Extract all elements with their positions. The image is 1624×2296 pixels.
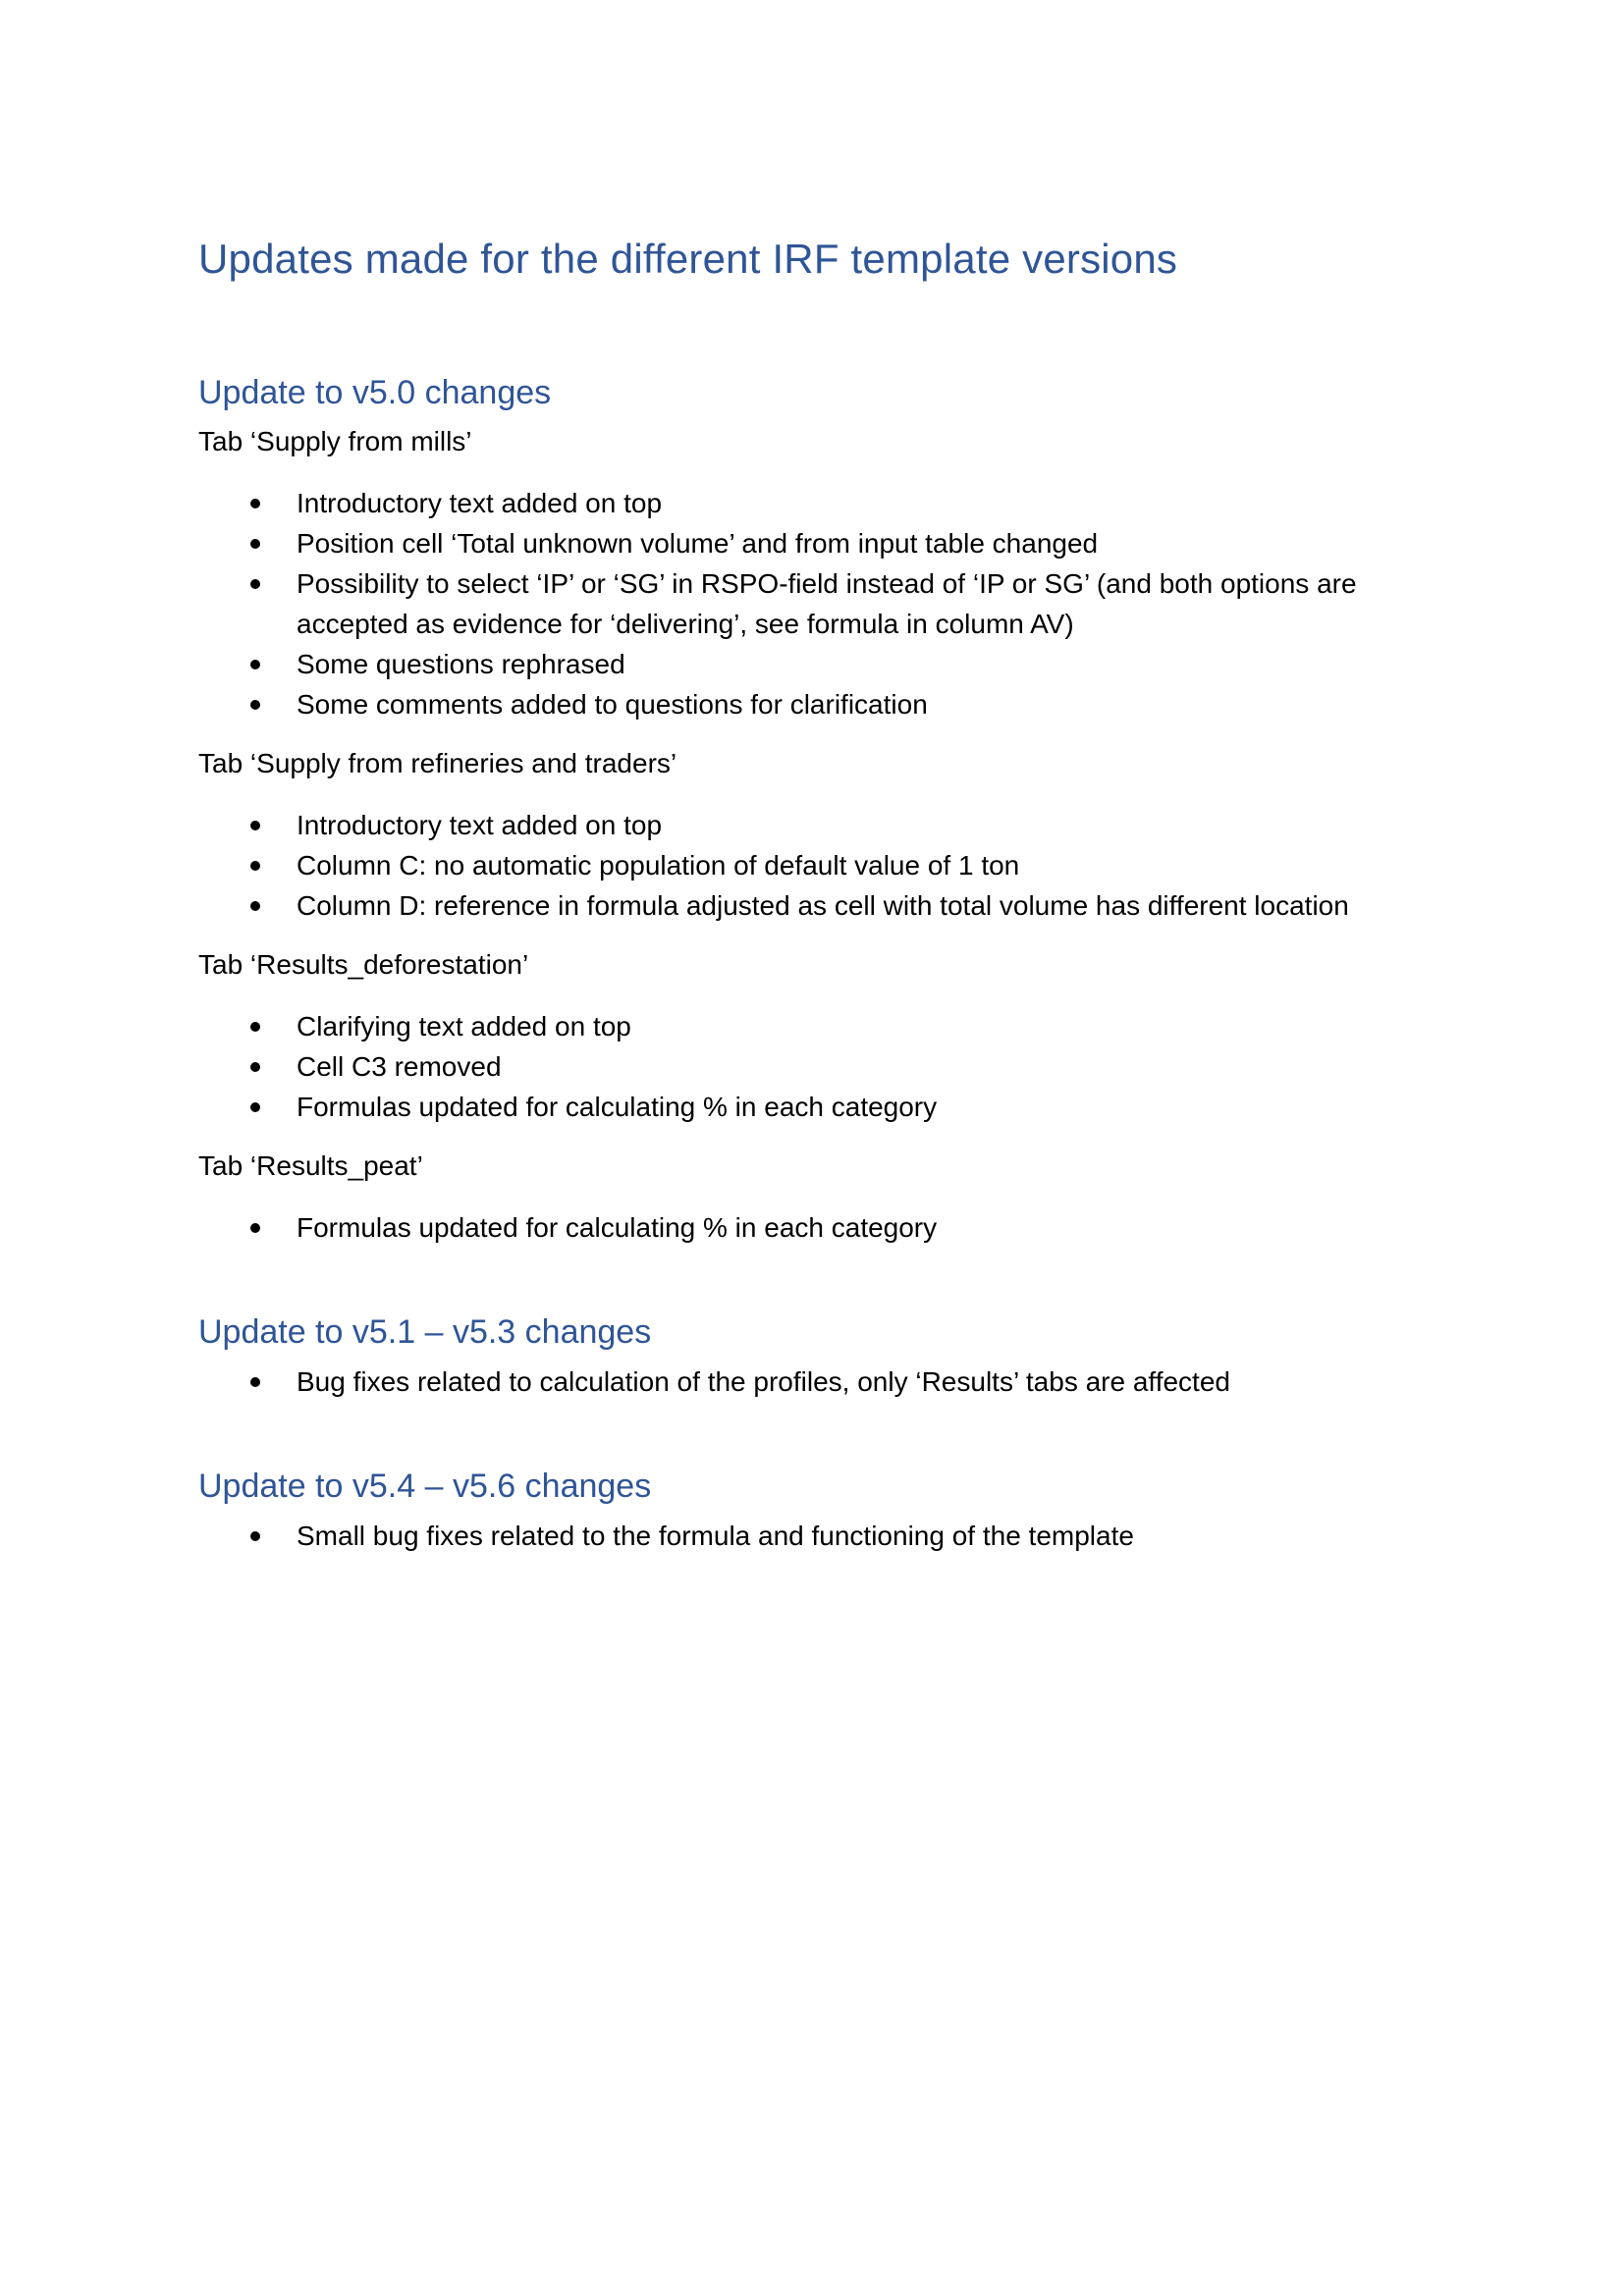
list-item	[198, 1516, 1426, 1556]
tab-title: Tab ‘Supply from mills’	[198, 426, 472, 456]
list-item	[198, 644, 1426, 684]
list-item	[198, 885, 1426, 926]
list-item-text: Position cell ‘Total unknown volume’ and from input table changed	[297, 528, 1099, 559]
section-v5-4-v5-6	[198, 1465, 1426, 1556]
section-v5-1-v5-3	[198, 1310, 1426, 1402]
bullet-list	[198, 1006, 1426, 1127]
list-item	[198, 1362, 1426, 1402]
list-item-text: Introductory text added on top	[297, 488, 663, 518]
bullet-icon	[250, 660, 260, 669]
list-item-text: Column D: reference in formula adjusted as cell with total volume has different location	[297, 890, 1349, 921]
list-item-text: Cell C3 removed	[297, 1051, 502, 1082]
section-v5-0	[198, 371, 1426, 1248]
tab-block-results-deforestation	[198, 945, 1426, 1127]
list-item	[198, 483, 1426, 523]
bullet-icon	[250, 1377, 260, 1387]
tab-block-supply-from-refineries	[198, 744, 1426, 926]
tab-block-supply-from-mills	[198, 422, 1426, 724]
bullet-icon	[250, 861, 260, 871]
bullet-icon	[250, 539, 260, 549]
bullet-list	[198, 1516, 1426, 1556]
tab-title: Tab ‘Results_peat’	[198, 1150, 423, 1181]
list-item	[198, 523, 1426, 563]
list-item-text: Clarifying text added on top	[297, 1011, 631, 1041]
bullet-icon	[250, 1022, 260, 1032]
list-item	[198, 563, 1426, 644]
list-item	[198, 1207, 1426, 1248]
list-item-text: Some questions rephrased	[297, 649, 625, 679]
list-item	[198, 684, 1426, 724]
bullet-icon	[250, 700, 260, 710]
bullet-list	[198, 483, 1426, 724]
section-heading: Update to v5.1 – v5.3 changes	[198, 1313, 652, 1351]
list-item	[198, 845, 1426, 885]
list-item-text: Small bug fixes related to the formula and functioning of the template	[297, 1521, 1134, 1551]
list-item-text: Introductory text added on top	[297, 810, 663, 840]
list-item	[198, 1006, 1426, 1046]
bullet-list	[198, 1362, 1426, 1402]
list-item	[198, 805, 1426, 845]
tab-block-results-peat	[198, 1147, 1426, 1248]
list-item-text: Possibility to select ‘IP’ or ‘SG’ in RSPO-field instead of ‘IP or SG’ (and both options are accepted as evidence for ‘delivering’, see formula in column AV)	[297, 568, 1357, 639]
list-item	[198, 1087, 1426, 1127]
bullet-icon	[250, 1102, 260, 1112]
list-item-text: Formulas updated for calculating % in each category	[297, 1212, 938, 1243]
tab-title: Tab ‘Results_deforestation’	[198, 949, 529, 980]
section-heading: Update to v5.0 changes	[198, 374, 552, 411]
bullet-icon	[250, 1223, 260, 1233]
list-item-text: Column C: no automatic population of default value of 1 ton	[297, 850, 1020, 881]
bullet-list	[198, 805, 1426, 926]
bullet-icon	[250, 499, 260, 508]
section-heading: Update to v5.4 – v5.6 changes	[198, 1468, 652, 1505]
list-item-text: Bug fixes related to calculation of the profiles, only ‘Results’ tabs are affected	[297, 1366, 1230, 1397]
list-item-text: Formulas updated for calculating % in each category	[297, 1092, 938, 1122]
bullet-list	[198, 1207, 1426, 1248]
bullet-icon	[250, 821, 260, 830]
bullet-icon	[250, 1062, 260, 1072]
document-content	[198, 232, 1426, 1556]
list-item-text: Some comments added to questions for clarification	[297, 689, 928, 720]
bullet-icon	[250, 1531, 260, 1541]
bullet-icon	[250, 901, 260, 911]
list-item	[198, 1046, 1426, 1087]
bullet-icon	[250, 579, 260, 589]
tab-title: Tab ‘Supply from refineries and traders’	[198, 748, 677, 778]
document-title: Updates made for the different IRF template versions	[198, 236, 1178, 282]
